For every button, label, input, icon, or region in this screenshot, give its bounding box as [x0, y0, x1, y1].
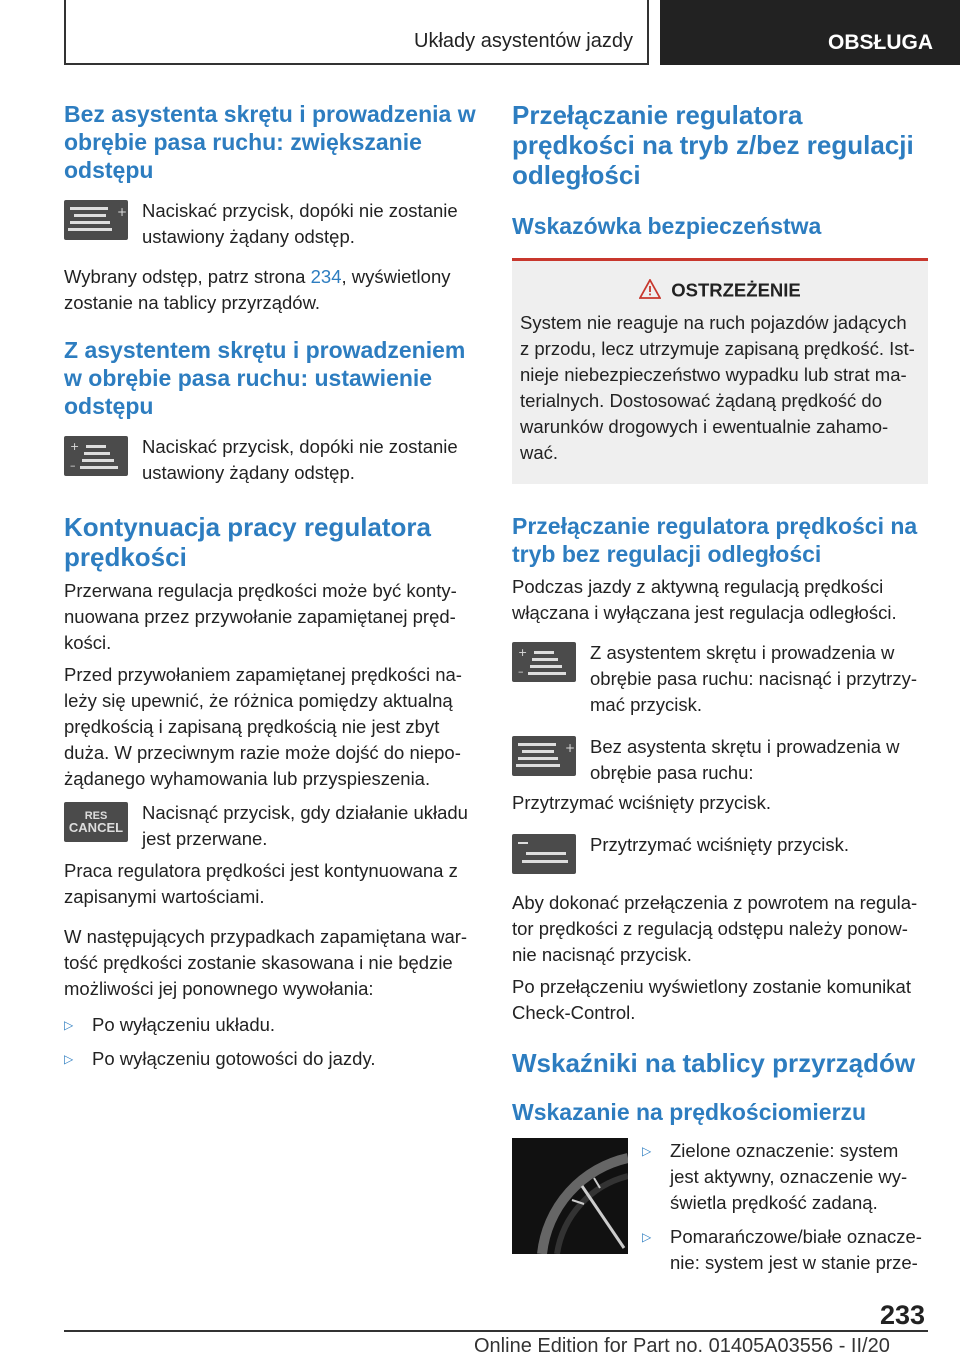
continue-paragraph-2: Przed przywołaniem zapamiętanej prędkości na- leży się upewnić, że różnica pomiędzy aktualną prędkością i zapisaną prędkością nie jest zbyt duża. W przeciwnym razie może dojść do niepo- żądanego wyhamowania lub przyspieszenia. [64, 664, 462, 789]
res-cancel-button-icon [64, 802, 128, 842]
heading-safety: Wskazówka bezpieczeństwa [512, 213, 822, 239]
heading-with-assist: Z asystentem skrętu i prowadzeniem w obrębie pasa ruchu: ustawienie odstępu [64, 337, 466, 419]
warning-title [520, 279, 920, 304]
distance-increase-button-icon [512, 736, 576, 776]
list-item [642, 1138, 928, 1216]
list-item [64, 1012, 478, 1038]
warning-text: System nie reaguje na ruch pojazdów jadących z przodu, lecz utrzymuje zapisaną prędkość. Ist- nieje niebezpieczeństwo wypadku lub strat ma- terialnych. Dostosować żądaną prędkość do warunków drogowych i ewentualnie zahamo- wać. [520, 312, 915, 463]
cancel-label: CANCEL [68, 820, 124, 835]
heading-continue: Kontynuacja pracy regulatora prędkości [64, 512, 431, 572]
warning-title-text: OSTRZEŻENIE [671, 279, 801, 301]
deletion-list [64, 1012, 478, 1072]
distance-increase-button-icon [64, 200, 128, 240]
chosen-distance-part1: Wybrany odstęp, patrz strona [64, 266, 311, 287]
check-control-text: Po przełączeniu wyświetlony zostanie komunikat Check-Control. [512, 976, 911, 1023]
heading-no-assist: Bez asystenta skrętu i prowadzenia w obrębie pasa ruchu: zwiększanie odstępu [64, 101, 476, 183]
header-box [64, 0, 649, 65]
triangle-bullet-icon: ▷ [642, 1144, 652, 1158]
continue-paragraph-4: W następujących przypadkach zapamiętana war- tość prędkości zostanie skasowana i nie będzie możliwości jej ponownego wywołania: [64, 926, 468, 999]
switch-intro: Podczas jazdy z aktywną regulacją prędkości włączana i wyłączana jest regulacja odległości. [512, 576, 897, 623]
no-assist-text: Naciskać przycisk, dopóki nie zostanie ustawiony żądany odstęp. [142, 200, 458, 247]
svg-text:+: + [117, 205, 128, 219]
warning-box [512, 258, 928, 484]
no-assist-row [64, 198, 478, 250]
heading-switch-no-distance: Przełączanie regulatora prędkości na tryb bez regulacji odległości [512, 513, 918, 567]
triangle-bullet-icon: ▷ [642, 1230, 652, 1244]
no-assist-label: Bez asystenta skrętu i prowadzenia w obrębie pasa ruchu: [590, 736, 900, 783]
chosen-distance-part2: , wyświetlony zostanie na tablicy przyrządów. [64, 266, 451, 313]
speedo-row [512, 1138, 928, 1276]
heading-switch: Przełączanie regulatora prędkości na tryb z/bez regulacji odległości [512, 100, 914, 190]
triangle-bullet-icon: ▷ [64, 1052, 74, 1066]
list-item-text: Po wyłączeniu układu. [92, 1014, 276, 1035]
svg-text:+: + [565, 741, 576, 755]
speedo-list [642, 1138, 928, 1276]
hold-text: Przytrzymać wciśnięty przycisk. [590, 834, 850, 855]
with-assist-text: Naciskać przycisk, dopóki nie zostanie ustawiony żądany odstęp. [142, 436, 458, 483]
distance-adjust-button-icon [512, 642, 576, 682]
svg-text:+: + [70, 440, 80, 453]
list-item-text: Pomarańczowe/białe oznacze- nie: system jest w stanie prze- [670, 1226, 922, 1273]
res-label: RES [84, 810, 108, 822]
with-assist-hold-row [512, 640, 928, 718]
no-assist-hold-text: Przytrzymać wciśnięty przycisk. [512, 792, 772, 813]
list-item-text: Zielone oznaczenie: system jest aktywny, oznaczenie wy- świetla prędkość zadaną. [670, 1140, 908, 1213]
chosen-distance-text [64, 264, 478, 316]
continue-paragraph-1: Przerwana regulacja prędkości może być konty- nuowana przez przywołanie zapamiętanej pręd- kości. [64, 580, 457, 653]
distance-decrease-button-icon [512, 834, 576, 874]
svg-text:–: – [518, 665, 524, 678]
page-number: 233 [880, 1300, 926, 1330]
heading-indicators: Wskaźniki na tablicy przyrządów [512, 1048, 916, 1078]
triangle-bullet-icon: ▷ [64, 1018, 74, 1032]
svg-text:–: – [70, 459, 76, 472]
left-column [64, 100, 478, 1072]
switch-back-text: Aby dokonać przełączenia z powrotem na regula- tor prędkości z regulacją odstępu należy ponow- nie nacisnąć przycisk. [512, 892, 918, 965]
list-item-text: Po wyłączeniu gotowości do jazdy. [92, 1048, 376, 1069]
section-tab-label: OBSŁUGA [828, 31, 933, 54]
res-cancel-row [64, 800, 478, 852]
footer-divider [64, 1330, 928, 1332]
section-tab[interactable] [660, 0, 960, 65]
list-item [642, 1224, 928, 1276]
res-text: Nacisnąć przycisk, gdy działanie układu jest przerwane. [142, 802, 468, 849]
with-assist-hold-text: Z asystentem skrętu i prowadzenia w obrębie pasa ruchu: nacisnąć i przytrzy- mać przycisk. [590, 642, 917, 715]
speedometer-image [512, 1138, 628, 1254]
edition-text: Online Edition for Part no. 01405A03556 - II/20 [474, 1335, 890, 1357]
chapter-title: Układy asystentów jazdy [414, 30, 633, 52]
heading-speedo: Wskazanie na prędkościomierzu [512, 1099, 867, 1125]
svg-text:+: + [518, 646, 528, 659]
with-assist-row [64, 434, 478, 486]
no-assist-hold-row [512, 734, 928, 786]
right-column [512, 100, 928, 1276]
hold-row [512, 832, 928, 874]
continue-paragraph-3: Praca regulatora prędkości jest kontynuowana z zapisanymi wartościami. [64, 860, 458, 907]
page-link-234[interactable]: 234 [310, 266, 342, 287]
list-item [64, 1046, 478, 1072]
warning-triangle-icon [639, 279, 661, 304]
distance-adjust-button-icon [64, 436, 128, 476]
